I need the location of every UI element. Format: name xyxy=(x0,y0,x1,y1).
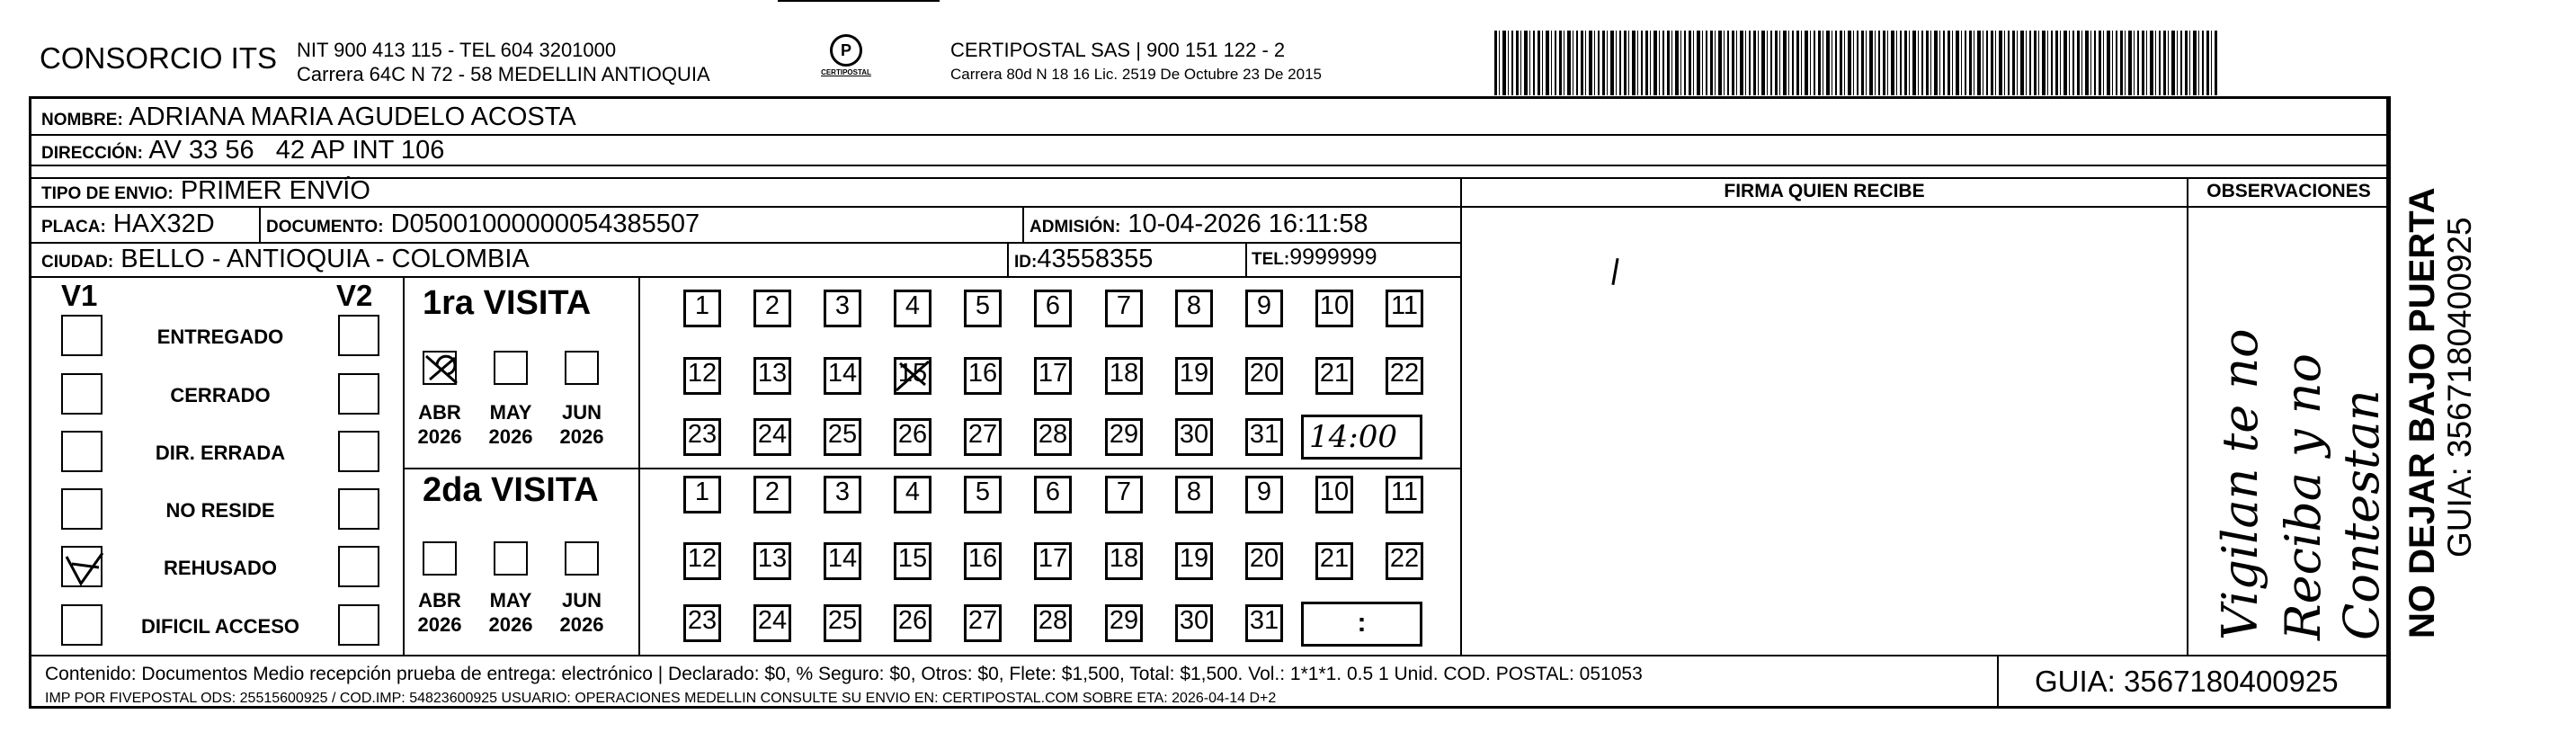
placa-value: HAX32D xyxy=(112,210,215,238)
rule-placa-sep xyxy=(259,206,261,242)
second-visit-day-box[interactable]: 25 xyxy=(824,604,861,642)
row-id xyxy=(1014,245,1153,274)
id-label: ID: xyxy=(1014,253,1038,272)
logo-text: CERTIPOSTAL xyxy=(821,68,871,76)
row-tel xyxy=(1252,245,1377,271)
second-visit-day-box[interactable]: 24 xyxy=(753,604,791,642)
first-visit-day-box[interactable]: 25 xyxy=(824,418,861,456)
nombre-value: ADRIANA MARIA AGUDELO ACOSTA xyxy=(129,103,576,131)
rule-days-sep xyxy=(638,276,640,655)
second-visit-day-box[interactable]: 31 xyxy=(1245,604,1283,642)
first-visit-day-box[interactable]: 15 xyxy=(894,357,931,395)
row-direccion xyxy=(41,136,444,165)
v2-checkbox[interactable] xyxy=(338,431,379,472)
ciudad-value: BELLO - ANTIOQUIA - COLOMBIA xyxy=(120,245,530,273)
second-visit-day-box[interactable]: 16 xyxy=(964,542,1002,580)
v1-checkbox[interactable] xyxy=(61,431,103,472)
first-visit-day-box[interactable]: 24 xyxy=(753,418,791,456)
first-visit-day-box[interactable]: 14 xyxy=(824,357,861,395)
first-visit-month-checkbox[interactable] xyxy=(565,351,599,385)
second-visit-day-box[interactable]: 30 xyxy=(1175,604,1213,642)
first-visit-day-box[interactable]: 9 xyxy=(1245,290,1283,327)
documento-label: DOCUMENTO: xyxy=(266,218,384,237)
observation-line-1: Vigilan te no xyxy=(2212,328,2268,640)
first-visit-month-checkbox[interactable] xyxy=(423,351,457,385)
second-visit-day-box[interactable]: 27 xyxy=(964,604,1002,642)
first-visit-day-box[interactable]: 23 xyxy=(683,418,721,456)
ciudad-label: CIUDAD: xyxy=(41,253,114,272)
no-dejar-bajo-puerta: NO DEJAR BAJO PUERTA xyxy=(2402,187,2442,638)
footer-guia: GUIA: 3567180400925 xyxy=(2035,665,2339,698)
status-label: NO RESIDE xyxy=(165,499,275,522)
v2-header: V2 xyxy=(336,279,373,312)
second-visit-colon: : xyxy=(1357,608,1367,638)
barcode-icon xyxy=(1494,31,2217,95)
v2-checkbox[interactable] xyxy=(338,315,379,356)
direccion-label: DIRECCIÓN: xyxy=(41,144,143,163)
side-guia: GUIA: 3567180400925 xyxy=(2441,217,2478,558)
second-visit-day-box[interactable]: 10 xyxy=(1315,476,1353,513)
rule-id-sep xyxy=(1007,242,1009,276)
v2-checkbox[interactable] xyxy=(338,488,379,530)
row-ciudad xyxy=(41,245,530,274)
second-visit-day-box[interactable]: 26 xyxy=(894,604,931,642)
rule-adm-sep xyxy=(1022,206,1024,242)
row-tipo xyxy=(41,176,370,206)
first-visit-day-box[interactable]: 10 xyxy=(1315,290,1353,327)
second-visit-day-box[interactable]: 11 xyxy=(1386,476,1423,513)
second-visit-day-box[interactable]: 20 xyxy=(1245,542,1283,580)
second-visit-day-box[interactable]: 29 xyxy=(1105,604,1143,642)
second-visit-day-box[interactable]: 5 xyxy=(964,476,1002,513)
tel-value: 9999999 xyxy=(1289,245,1377,270)
rule-visits xyxy=(403,468,1460,469)
second-visit-day-box[interactable]: 7 xyxy=(1105,476,1143,513)
first-visit-day-box[interactable]: 28 xyxy=(1034,418,1072,456)
placa-label: PLACA: xyxy=(41,218,106,237)
v1-header: V1 xyxy=(61,279,98,312)
first-visit-day-box[interactable]: 4 xyxy=(894,290,931,327)
top-rule xyxy=(778,0,940,2)
month-name: ABR xyxy=(418,589,461,612)
month-name: ABR xyxy=(418,401,461,424)
second-visit-day-box[interactable]: 15 xyxy=(894,542,931,580)
nit-line: NIT 900 413 115 - TEL 604 3201000 xyxy=(297,39,617,61)
cert-line-1: CERTIPOSTAL SAS | 900 151 122 - 2 xyxy=(950,39,1286,61)
first-visit-day-box[interactable]: 29 xyxy=(1105,418,1143,456)
second-visit-day-box[interactable]: 14 xyxy=(824,542,861,580)
admision-value: 10-04-2026 16:11:58 xyxy=(1128,210,1368,238)
first-visit-day-box[interactable]: 1 xyxy=(683,290,721,327)
rule-obs-left xyxy=(2187,177,2188,655)
observaciones-header: OBSERVACIONES xyxy=(2206,181,2371,201)
row-admision xyxy=(1030,210,1368,239)
rule-ciudad xyxy=(31,276,1460,278)
v1-checkbox[interactable] xyxy=(61,546,103,587)
cert-line-2: Carrera 80d N 18 16 Lic. 2519 De Octubre 23 De 2015 xyxy=(950,66,1322,83)
month-year: 2026 xyxy=(417,425,462,448)
tipo-label: TIPO DE ENVIO: xyxy=(41,184,174,203)
check-mark-icon xyxy=(424,353,459,387)
logo-mark-icon: P xyxy=(830,34,862,67)
second-visit-day-box[interactable]: 1 xyxy=(683,476,721,513)
second-visit-day-box[interactable]: 3 xyxy=(824,476,861,513)
month-year: 2026 xyxy=(559,425,604,448)
second-visit-day-box[interactable]: 8 xyxy=(1175,476,1213,513)
month-year: 2026 xyxy=(488,425,533,448)
second-visit-day-box[interactable]: 28 xyxy=(1034,604,1072,642)
second-visit-day-box[interactable]: 12 xyxy=(683,542,721,580)
first-visit-time: 14:00 xyxy=(1309,419,1397,455)
v1-checkbox[interactable] xyxy=(61,373,103,415)
month-label xyxy=(479,400,542,449)
first-visit-day-box[interactable]: 27 xyxy=(964,418,1002,456)
footer-print-info: IMP POR FIVEPOSTAL ODS: 25515600925 / COD.IMP: 54823600925 USUARIO: OPERACIONES MEDELLIN CONSULTE SU ENVIO EN: CERTIPOSTAL.COM SOBRE ETA: 2026-04-14 D+2 xyxy=(45,691,1277,706)
first-visit-time-box xyxy=(1301,415,1422,460)
first-visit-day-box[interactable]: 30 xyxy=(1175,418,1213,456)
status-label: DIFICIL ACCESO xyxy=(140,615,299,638)
v1-checkbox[interactable] xyxy=(61,488,103,530)
month-label xyxy=(408,588,471,637)
month-name: MAY xyxy=(489,401,532,424)
v1-checkbox[interactable] xyxy=(61,315,103,356)
v2-checkbox[interactable] xyxy=(338,604,379,646)
month-label xyxy=(479,588,542,637)
first-visit-day-box[interactable]: 12 xyxy=(683,357,721,395)
month-year: 2026 xyxy=(559,613,604,636)
second-visit-title: 2da VISITA xyxy=(423,471,599,509)
rule-firma-left xyxy=(1460,177,1462,655)
second-visit-day-box[interactable]: 6 xyxy=(1034,476,1072,513)
second-visit-month-checkbox[interactable] xyxy=(494,541,528,576)
first-visit-day-box[interactable]: 13 xyxy=(753,357,791,395)
check-mark-icon xyxy=(63,548,104,589)
second-visit-day-box[interactable]: 2 xyxy=(753,476,791,513)
rule-checks-sep xyxy=(403,276,405,655)
month-label xyxy=(550,588,613,637)
status-label: ENTREGADO xyxy=(156,326,284,348)
first-visit-day-box[interactable]: 8 xyxy=(1175,290,1213,327)
first-visit-title: 1ra VISITA xyxy=(423,284,592,322)
firma-header: FIRMA QUIEN RECIBE xyxy=(1724,181,1925,201)
observation-line-3: Contestan xyxy=(2333,389,2390,640)
second-visit-day-box[interactable]: 18 xyxy=(1105,542,1143,580)
month-name: JUN xyxy=(561,589,602,612)
rule-footer xyxy=(31,655,2389,656)
first-visit-day-box[interactable]: 5 xyxy=(964,290,1002,327)
first-visit-day-box[interactable]: 3 xyxy=(824,290,861,327)
second-visit-time-box xyxy=(1301,602,1422,647)
v2-checkbox[interactable] xyxy=(338,373,379,415)
cross-mark-icon xyxy=(895,358,931,394)
first-visit-day-box[interactable]: 7 xyxy=(1105,290,1143,327)
status-label: CERRADO xyxy=(170,384,271,406)
id-value: 43558355 xyxy=(1037,245,1154,273)
second-visit-day-box[interactable]: 19 xyxy=(1175,542,1213,580)
admision-label: ADMISIÓN: xyxy=(1030,218,1121,237)
rule-guia-sep xyxy=(1997,655,1999,709)
first-visit-day-box[interactable]: 18 xyxy=(1105,357,1143,395)
second-visit-day-box[interactable]: 21 xyxy=(1315,542,1353,580)
first-visit-day-box[interactable]: 16 xyxy=(964,357,1002,395)
month-name: MAY xyxy=(489,589,532,612)
second-visit-day-box[interactable]: 9 xyxy=(1245,476,1283,513)
first-visit-day-box[interactable]: 11 xyxy=(1386,290,1423,327)
second-visit-day-box[interactable]: 22 xyxy=(1386,542,1423,580)
tel-label: TEL: xyxy=(1252,250,1290,269)
direccion-value: AV 33 56 42 AP INT 106 xyxy=(148,136,445,165)
first-visit-day-box[interactable]: 22 xyxy=(1386,357,1423,395)
row-placa xyxy=(41,210,215,239)
company-address: Carrera 64C N 72 - 58 MEDELLIN ANTIOQUIA xyxy=(297,63,710,85)
first-visit-day-box[interactable]: 31 xyxy=(1245,418,1283,456)
nombre-label: NOMBRE: xyxy=(41,111,123,129)
second-visit-day-box[interactable]: 17 xyxy=(1034,542,1072,580)
second-visit-month-checkbox[interactable] xyxy=(565,541,599,576)
company-name: CONSORCIO ITS xyxy=(40,41,278,75)
rule-tipo xyxy=(31,206,1460,208)
status-label: REHUSADO xyxy=(164,557,277,579)
first-visit-month-checkbox[interactable] xyxy=(494,351,528,385)
second-visit-day-box[interactable]: 4 xyxy=(894,476,931,513)
second-visit-day-box[interactable]: 13 xyxy=(753,542,791,580)
first-visit-day-box[interactable]: 19 xyxy=(1175,357,1213,395)
second-visit-day-box[interactable]: 23 xyxy=(683,604,721,642)
rule-tel-sep xyxy=(1245,242,1247,276)
second-visit-month-checkbox[interactable] xyxy=(423,541,457,576)
month-year: 2026 xyxy=(417,613,462,636)
company-info xyxy=(297,38,710,86)
status-label: DIR. ERRADA xyxy=(155,442,286,464)
certipostal-logo xyxy=(814,34,878,97)
first-visit-day-box[interactable]: 6 xyxy=(1034,290,1072,327)
row-nombre xyxy=(41,103,576,132)
first-visit-day-box[interactable]: 17 xyxy=(1034,357,1072,395)
month-label xyxy=(550,400,613,449)
observation-line-2: Reciba y no xyxy=(2275,353,2331,640)
tipo-value: PRIMER ENVÍO xyxy=(180,176,370,205)
v2-checkbox[interactable] xyxy=(338,546,379,587)
v1-checkbox[interactable] xyxy=(61,604,103,646)
footer-content: Contenido: Documentos Medio recepción prueba de entrega: electrónico | Declarado: $0, % Seguro: $0, Otros: $0, Flete: $1,500, Total: $1,500. Vol.: 1*1*1. 0.5 1 Unid. COD. POSTAL: 051053 xyxy=(45,664,1643,684)
month-name: JUN xyxy=(561,401,602,424)
documento-value: D05001000000054385507 xyxy=(390,210,700,238)
first-visit-day-box[interactable]: 26 xyxy=(894,418,931,456)
month-year: 2026 xyxy=(488,613,533,636)
month-label xyxy=(408,400,471,449)
first-visit-day-box[interactable]: 21 xyxy=(1315,357,1353,395)
certipostal-info xyxy=(950,38,1322,86)
rule-col-head xyxy=(1460,206,2389,208)
first-visit-day-box[interactable]: 20 xyxy=(1245,357,1283,395)
row-documento xyxy=(266,210,700,239)
first-visit-day-box[interactable]: 2 xyxy=(753,290,791,327)
rule-direccion-b xyxy=(31,177,2389,179)
